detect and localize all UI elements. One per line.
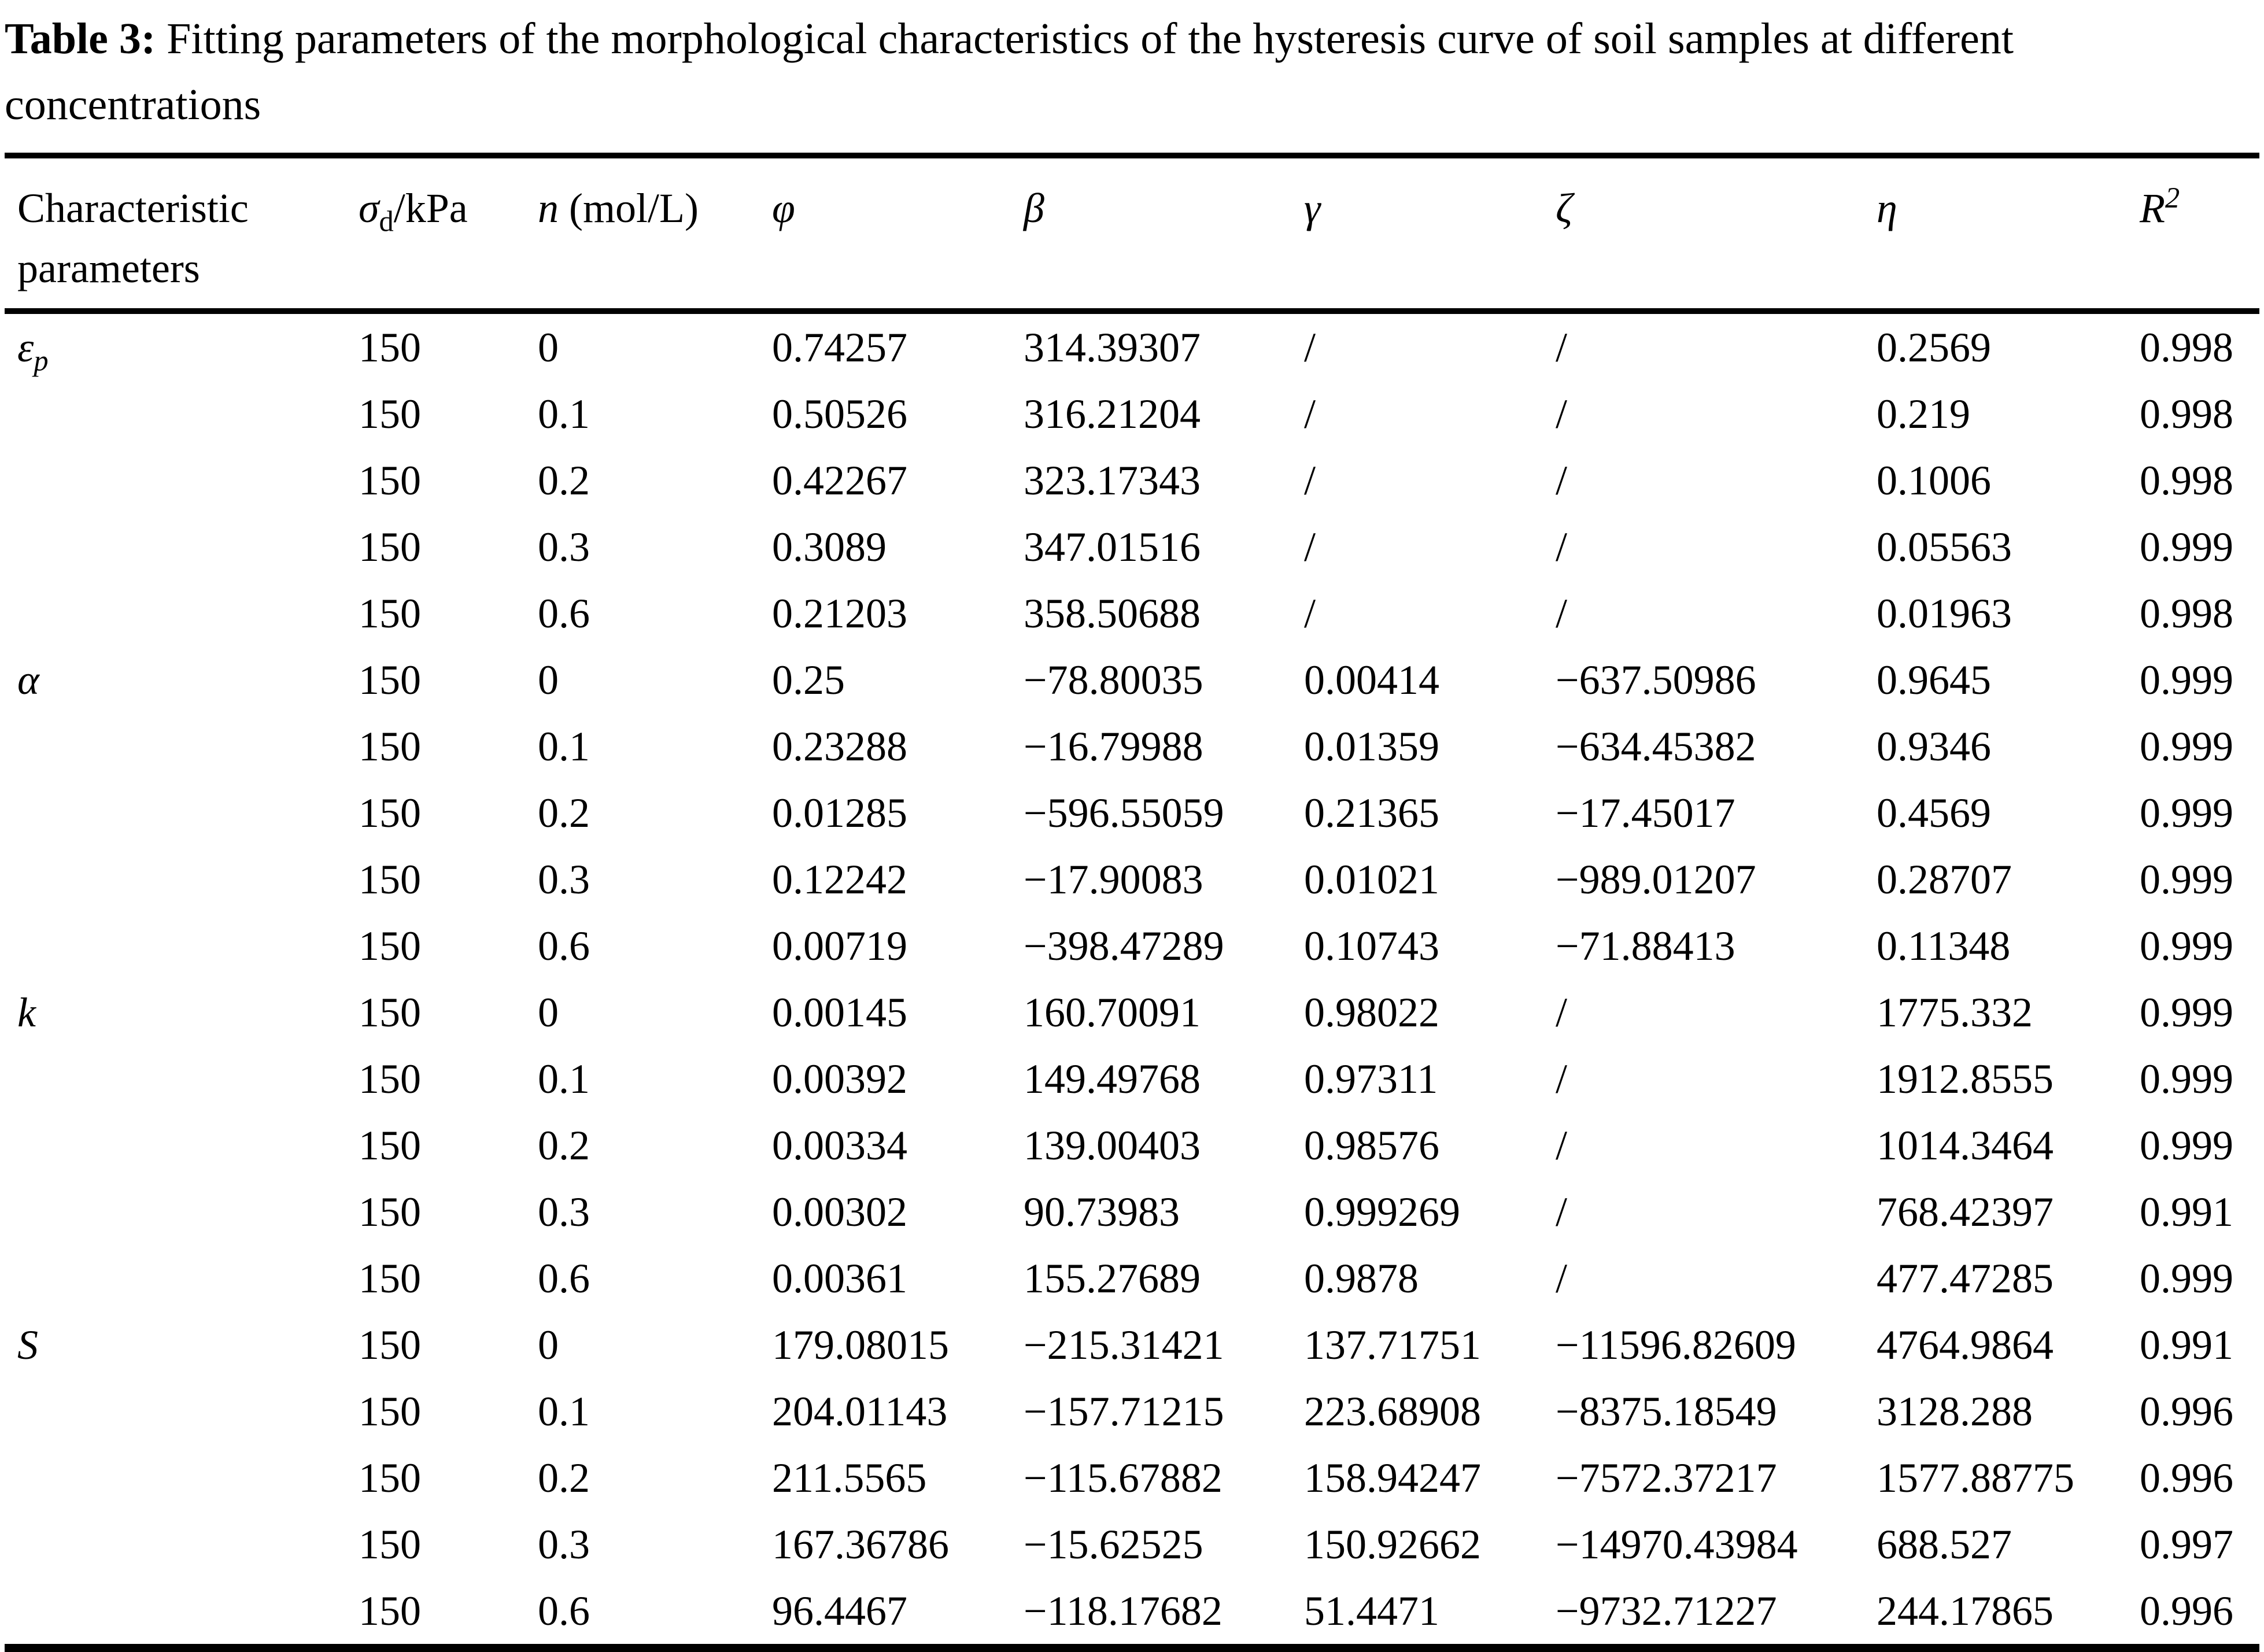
table-cell: 0.9645 bbox=[1877, 656, 1991, 703]
table-cell: 150 bbox=[359, 1255, 421, 1302]
table-cell: 150.92662 bbox=[1304, 1521, 1481, 1568]
table-cell: 139.00403 bbox=[1024, 1122, 1201, 1169]
table-cell: 768.42397 bbox=[1877, 1188, 2054, 1235]
table-cell: −215.31421 bbox=[1024, 1321, 1224, 1368]
table-row bbox=[5, 513, 2259, 580]
table-cell: −118.17682 bbox=[1024, 1587, 1223, 1634]
table-cell: 150 bbox=[359, 856, 421, 903]
table-cell: / bbox=[1304, 324, 1316, 371]
table-cell: 0.2 bbox=[538, 1122, 590, 1169]
group-label-cell: $\varepsilon_p$ bbox=[17, 324, 49, 376]
table-row bbox=[5, 779, 2259, 846]
table-cell: 150 bbox=[359, 1521, 421, 1568]
table-row bbox=[5, 979, 2259, 1045]
header-cell: Characteristic parameters bbox=[17, 185, 249, 292]
table-cell: 0.74257 bbox=[772, 324, 907, 371]
table-cell: −634.45382 bbox=[1556, 723, 1756, 770]
table-row bbox=[5, 1112, 2259, 1178]
table-cell: / bbox=[1556, 324, 1568, 371]
table-cell: 150 bbox=[359, 590, 421, 637]
table-cell: 137.71751 bbox=[1304, 1321, 1481, 1368]
table-cell: 0.00719 bbox=[772, 922, 907, 969]
table-cell: 0.999 bbox=[2140, 1122, 2233, 1169]
table-cell: 0.28707 bbox=[1877, 856, 2012, 903]
header-cell: $R^2$ bbox=[2140, 182, 2180, 231]
table-cell: / bbox=[1556, 1188, 1568, 1235]
table-cell: 0.1006 bbox=[1877, 457, 1991, 504]
table-cell: 51.4471 bbox=[1304, 1587, 1439, 1634]
table-cell: 0.1 bbox=[538, 390, 590, 437]
table-cell: 0.998 bbox=[2140, 390, 2233, 437]
table-cell: 0.999 bbox=[2140, 856, 2233, 903]
table-cell: 0.00145 bbox=[772, 989, 907, 1036]
table-row bbox=[5, 1311, 2259, 1378]
table-cell: 0.98576 bbox=[1304, 1122, 1439, 1169]
table-cell: 0.2 bbox=[538, 789, 590, 836]
table-cell: 1775.332 bbox=[1877, 989, 2033, 1036]
table-cell: 0.01021 bbox=[1304, 856, 1439, 903]
table-row bbox=[5, 1245, 2259, 1311]
table-cell: 0.998 bbox=[2140, 590, 2233, 637]
table-cell: 1912.8555 bbox=[1877, 1055, 2054, 1102]
table-cell: 0.1 bbox=[538, 1055, 590, 1102]
table-cell: −8375.18549 bbox=[1556, 1388, 1777, 1435]
group-label-cell bbox=[5, 846, 346, 912]
table-cell: 150 bbox=[359, 1122, 421, 1169]
table-cell: 150 bbox=[359, 1321, 421, 1368]
table-header-row bbox=[5, 156, 2259, 311]
table-row bbox=[5, 311, 2259, 380]
table-cell: −596.55059 bbox=[1024, 789, 1224, 836]
table-cell: −637.50986 bbox=[1556, 656, 1756, 703]
table-cell: 347.01516 bbox=[1024, 523, 1201, 570]
table-cell: 0.999 bbox=[2140, 989, 2233, 1036]
table-cell: 150 bbox=[359, 457, 421, 504]
table-cell: / bbox=[1304, 590, 1316, 637]
table-row bbox=[5, 1577, 2259, 1648]
header-cell: n (mol/L) bbox=[538, 185, 699, 231]
table-cell: 0.00361 bbox=[772, 1255, 907, 1302]
table-number-label: Table 3: bbox=[5, 14, 156, 63]
table-cell: 0.996 bbox=[2140, 1454, 2233, 1501]
table-cell: 0.998 bbox=[2140, 324, 2233, 371]
group-label-cell bbox=[5, 1444, 346, 1511]
table-cell: 0.6 bbox=[538, 590, 590, 637]
table-cell: 0.2 bbox=[538, 457, 590, 504]
group-label-cell bbox=[5, 779, 346, 846]
table-cell: 0.999 bbox=[2140, 1055, 2233, 1102]
table-cell: 0.996 bbox=[2140, 1587, 2233, 1634]
table-cell: 0.00302 bbox=[772, 1188, 907, 1235]
table-cell: 3128.288 bbox=[1877, 1388, 2033, 1435]
table-cell: / bbox=[1556, 523, 1568, 570]
table-cell: 0.21203 bbox=[772, 590, 907, 637]
table-cell: 0.991 bbox=[2140, 1188, 2233, 1235]
table-cell: 0.991 bbox=[2140, 1321, 2233, 1368]
table-cell: 223.68908 bbox=[1304, 1388, 1481, 1435]
table-cell: 0.6 bbox=[538, 1587, 590, 1634]
table-cell: 150 bbox=[359, 789, 421, 836]
table-row bbox=[5, 1444, 2259, 1511]
table-cell: 149.49768 bbox=[1024, 1055, 1201, 1102]
table-cell: / bbox=[1304, 390, 1316, 437]
table-cell: 0.999269 bbox=[1304, 1188, 1460, 1235]
table-cell: 0.1 bbox=[538, 723, 590, 770]
group-label-cell bbox=[5, 380, 346, 447]
table-cell: −15.62525 bbox=[1024, 1521, 1203, 1568]
table-cell: 323.17343 bbox=[1024, 457, 1201, 504]
table-cell: 211.5565 bbox=[772, 1454, 927, 1501]
table-cell: 0.3 bbox=[538, 1521, 590, 1568]
table-cell: 0.999 bbox=[2140, 656, 2233, 703]
table-cell: 0.2569 bbox=[1877, 324, 1991, 371]
table-cell: 160.70091 bbox=[1024, 989, 1201, 1036]
table-cell: 0.01359 bbox=[1304, 723, 1439, 770]
table-body bbox=[5, 311, 2259, 1648]
table-cell: 0 bbox=[538, 989, 559, 1036]
table-cell: 0.999 bbox=[2140, 523, 2233, 570]
table-cell: 0.42267 bbox=[772, 457, 907, 504]
table-cell: 1577.88775 bbox=[1877, 1454, 2074, 1501]
table-row bbox=[5, 713, 2259, 779]
table-cell: 0 bbox=[538, 1321, 559, 1368]
header-cell: η bbox=[1877, 185, 1897, 231]
table-cell: 150 bbox=[359, 1188, 421, 1235]
table-cell: 150 bbox=[359, 523, 421, 570]
group-label-cell bbox=[5, 580, 346, 646]
table-cell: 150 bbox=[359, 324, 421, 371]
table-cell: 0.4569 bbox=[1877, 789, 1991, 836]
table-row bbox=[5, 447, 2259, 513]
group-label-cell: α bbox=[17, 656, 39, 703]
table-row bbox=[5, 380, 2259, 447]
table-cell: −7572.37217 bbox=[1556, 1454, 1777, 1501]
fitting-parameters-table bbox=[5, 153, 2259, 1652]
table-cell: 0 bbox=[538, 324, 559, 371]
table-cell: 0.999 bbox=[2140, 789, 2233, 836]
page-title bbox=[0, 0, 2264, 138]
table-cell: 0.1 bbox=[538, 1388, 590, 1435]
header-cell: $\sigma_d$/kPa bbox=[359, 185, 468, 238]
table-cell: / bbox=[1556, 457, 1568, 504]
table-cell: 150 bbox=[359, 390, 421, 437]
table-cell: 0.00334 bbox=[772, 1122, 907, 1169]
table-cell: 0.3089 bbox=[772, 523, 887, 570]
table-row bbox=[5, 1378, 2259, 1444]
table-cell: 0.50526 bbox=[772, 390, 907, 437]
table-cell: 0.3 bbox=[538, 856, 590, 903]
table-cell: 0.6 bbox=[538, 1255, 590, 1302]
table-cell: 477.47285 bbox=[1877, 1255, 2054, 1302]
table-cell: 179.08015 bbox=[772, 1321, 949, 1368]
table-cell: / bbox=[1556, 1255, 1568, 1302]
header-cell: γ bbox=[1304, 185, 1321, 231]
table-cell: −16.79988 bbox=[1024, 723, 1203, 770]
table-cell: 0.12242 bbox=[772, 856, 907, 903]
table-cell: 150 bbox=[359, 723, 421, 770]
table-cell: 0.98022 bbox=[1304, 989, 1439, 1036]
table-cell: −989.01207 bbox=[1556, 856, 1756, 903]
table-cell: 0.00414 bbox=[1304, 656, 1439, 703]
table-cell: 0 bbox=[538, 656, 559, 703]
table-cell: 0.23288 bbox=[772, 723, 907, 770]
table-cell: 0.3 bbox=[538, 523, 590, 570]
table-cell: / bbox=[1304, 523, 1316, 570]
group-label-cell bbox=[5, 1511, 346, 1577]
table-cell: 4764.9864 bbox=[1877, 1321, 2054, 1368]
table-cell: / bbox=[1556, 390, 1568, 437]
group-label-cell bbox=[5, 713, 346, 779]
table-cell: −17.90083 bbox=[1024, 856, 1203, 903]
table-cell: / bbox=[1556, 1055, 1568, 1102]
table-cell: 0.21365 bbox=[1304, 789, 1439, 836]
table-cell: 0.997 bbox=[2140, 1521, 2233, 1568]
table-cell: −17.45017 bbox=[1556, 789, 1735, 836]
group-label-cell bbox=[5, 1245, 346, 1311]
header-cell: ζ bbox=[1556, 185, 1573, 231]
table-cell: 0.996 bbox=[2140, 1388, 2233, 1435]
table-row bbox=[5, 1178, 2259, 1245]
table-cell: −9732.71227 bbox=[1556, 1587, 1777, 1634]
table-cell: 150 bbox=[359, 1454, 421, 1501]
table-cell: 158.94247 bbox=[1304, 1454, 1481, 1501]
table-cell: 0.998 bbox=[2140, 457, 2233, 504]
table-cell: −157.71215 bbox=[1024, 1388, 1224, 1435]
table-cell: −115.67882 bbox=[1024, 1454, 1223, 1501]
table-cell: 358.50688 bbox=[1024, 590, 1201, 637]
table-row bbox=[5, 1045, 2259, 1112]
table-cell: / bbox=[1556, 590, 1568, 637]
table-cell: 167.36786 bbox=[772, 1521, 949, 1568]
table-cell: 0.999 bbox=[2140, 1255, 2233, 1302]
table-cell: 0.00392 bbox=[772, 1055, 907, 1102]
group-label-cell bbox=[5, 1178, 346, 1245]
table-cell: 0.25 bbox=[772, 656, 845, 703]
table-cell: −14970.43984 bbox=[1556, 1521, 1798, 1568]
table-cell: 0.999 bbox=[2140, 723, 2233, 770]
table-row bbox=[5, 580, 2259, 646]
table-cell: 0.01285 bbox=[772, 789, 907, 836]
table-caption-text: Fitting parameters of the morphological characteristics of the hysteresis curve of soil samples at different concentrations bbox=[5, 14, 2014, 129]
table-cell: −71.88413 bbox=[1556, 922, 1735, 969]
table-cell: −11596.82609 bbox=[1556, 1321, 1796, 1368]
table-cell: 204.01143 bbox=[772, 1388, 948, 1435]
table-cell: −78.80035 bbox=[1024, 656, 1203, 703]
table-cell: 1014.3464 bbox=[1877, 1122, 2054, 1169]
table-cell: 0.219 bbox=[1877, 390, 1970, 437]
table-cell: 0.3 bbox=[538, 1188, 590, 1235]
table-cell: 0.9878 bbox=[1304, 1255, 1419, 1302]
table-cell: 244.17865 bbox=[1877, 1587, 2054, 1634]
table-cell: 150 bbox=[359, 989, 421, 1036]
table-cell: 0.9346 bbox=[1877, 723, 1991, 770]
table-cell: / bbox=[1556, 989, 1568, 1036]
table-cell: 150 bbox=[359, 922, 421, 969]
table-cell: 0.01963 bbox=[1877, 590, 2012, 637]
table-cell: / bbox=[1556, 1122, 1568, 1169]
table-cell: 0.05563 bbox=[1877, 523, 2012, 570]
table-cell: 155.27689 bbox=[1024, 1255, 1201, 1302]
table-cell: 0.6 bbox=[538, 922, 590, 969]
group-label-cell bbox=[5, 447, 346, 513]
group-label-cell: S bbox=[17, 1321, 38, 1368]
table-cell: 150 bbox=[359, 1055, 421, 1102]
table-row bbox=[5, 912, 2259, 979]
table-cell: 316.21204 bbox=[1024, 390, 1201, 437]
table-cell: 150 bbox=[359, 1587, 421, 1634]
header-cell: β bbox=[1024, 185, 1044, 231]
table-cell: 0.10743 bbox=[1304, 922, 1439, 969]
table-cell: 96.4467 bbox=[772, 1587, 907, 1634]
table-cell: 150 bbox=[359, 1388, 421, 1435]
group-label-cell: k bbox=[17, 989, 36, 1036]
table-cell: 0.2 bbox=[538, 1454, 590, 1501]
header-cell: φ bbox=[772, 185, 795, 231]
table-cell: / bbox=[1304, 457, 1316, 504]
table-cell: 314.39307 bbox=[1024, 324, 1201, 371]
group-label-cell bbox=[5, 513, 346, 580]
table-cell: −398.47289 bbox=[1024, 922, 1224, 969]
group-label-cell bbox=[5, 1045, 346, 1112]
group-label-cell bbox=[5, 912, 346, 979]
table-cell: 90.73983 bbox=[1024, 1188, 1180, 1235]
table-cell: 0.11348 bbox=[1877, 922, 2011, 969]
table-cell: 0.97311 bbox=[1304, 1055, 1438, 1102]
table-cell: 150 bbox=[359, 656, 421, 703]
table-row bbox=[5, 846, 2259, 912]
table-cell: 688.527 bbox=[1877, 1521, 2012, 1568]
group-label-cell bbox=[5, 1577, 346, 1648]
group-label-cell bbox=[5, 1378, 346, 1444]
table-row bbox=[5, 646, 2259, 713]
table-cell: 0.999 bbox=[2140, 922, 2233, 969]
table-row bbox=[5, 1511, 2259, 1577]
group-label-cell bbox=[5, 1112, 346, 1178]
